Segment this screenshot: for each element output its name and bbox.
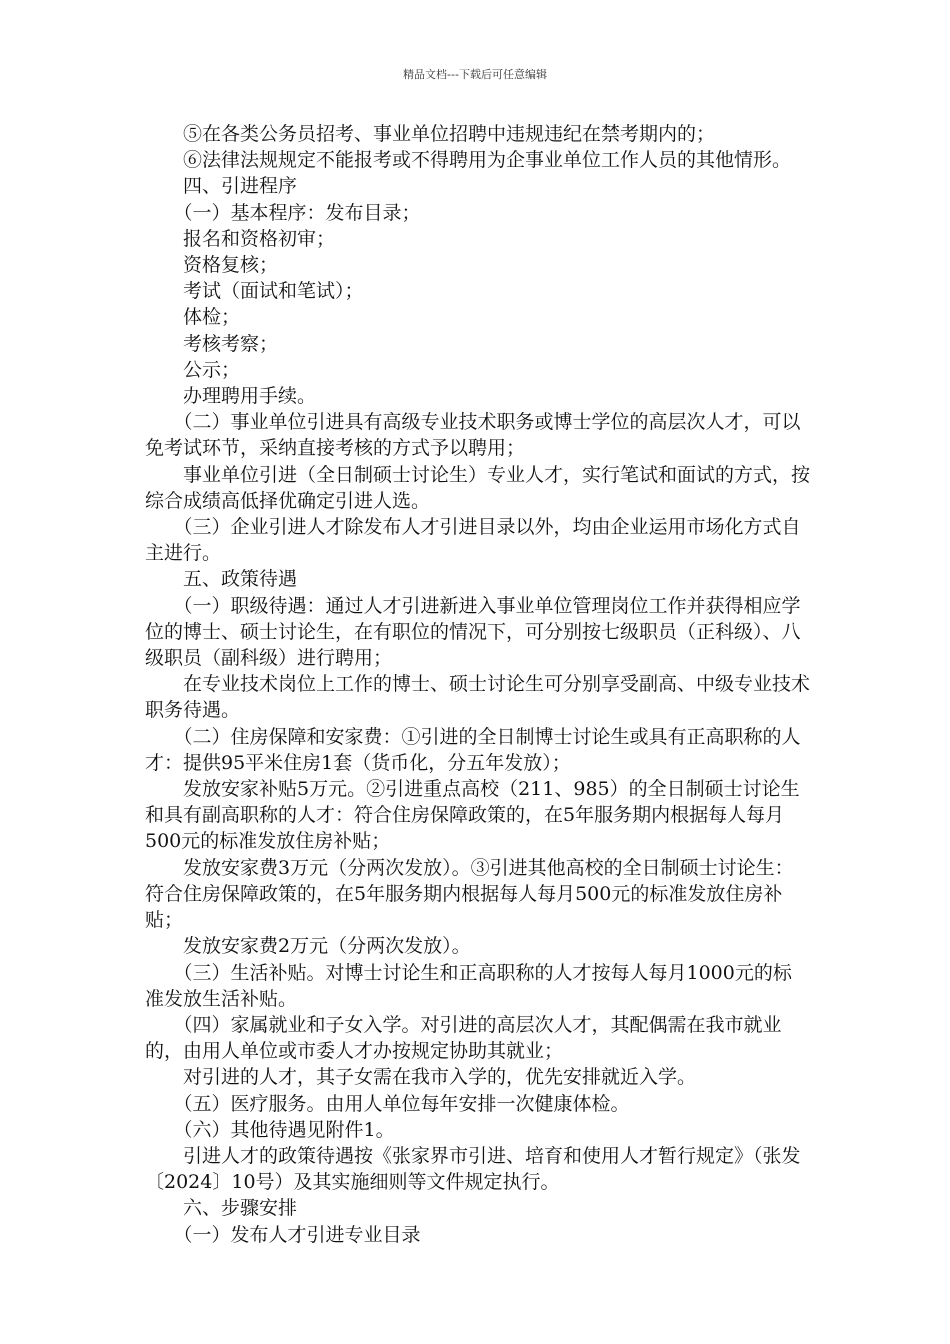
paragraph: 在专业技术岗位上工作的博士、硕士讨论生可分别享受副高、中级专业技术职务待遇。: [145, 673, 811, 722]
section-heading: 五、政策待遇: [145, 568, 298, 591]
paragraph: （一）基本程序：发布目录；: [145, 201, 421, 224]
paragraph: （五）医疗服务。由用人单位每年安排一次健康体检。: [145, 1092, 630, 1115]
paragraph: 发放安家补贴5万元。②引进重点高校（211、985）的全日制硕士讨论生和具有副高职称的人才：符合住房保障政策的，在5年服务期内根据每人每月500元的标准发放住房补贴；: [145, 778, 800, 853]
paragraph: 考核考察；: [145, 332, 279, 355]
paragraph: ⑤在各类公务员招考、事业单位招聘中违规违纪在禁考期内的；: [145, 123, 716, 145]
section-heading: 六、步骤安排: [145, 1197, 298, 1220]
document-body: [145, 121, 810, 1248]
paragraph: （四）家属就业和子女入学。对引进的高层次人才，其配偶需在我市就业的，由用人单位或市委人才办按规定协助其就业；: [145, 1013, 782, 1063]
paragraph: （六）其他待遇见附件1。: [145, 1118, 395, 1141]
paragraph: 事业单位引进（全日制硕士讨论生）专业人才，实行笔试和面试的方式，按综合成绩高低择优确定引进人选。: [145, 463, 811, 512]
paragraph: 对引进的人才，其子女需在我市入学的，优先安排就近入学。: [145, 1066, 697, 1089]
paragraph: ⑥法律法规规定不能报考或不得聘用为企事业单位工作人员的其他情形。: [145, 149, 792, 172]
paragraph: 资格复核；: [145, 254, 279, 277]
paragraph: 引进人才的政策待遇按《张家界市引进、培育和使用人才暂行规定》（张发〔2024〕10号）及其实施细则等文件规定执行。: [145, 1144, 801, 1194]
page-header: 精品文档---下载后可任意编辑: [403, 68, 547, 81]
paragraph: （三）生活补贴。对博士讨论生和正高职称的人才按每人每月1000元的标准发放生活补贴。: [145, 961, 792, 1010]
paragraph: （二）事业单位引进具有高级专业技术职务或博士学位的高层次人才，可以免考试环节，采纳直接考核的方式予以聘用；: [145, 411, 801, 460]
section-heading: 四、引进程序: [145, 175, 298, 198]
paragraph: （二）住房保障和安家费：①引进的全日制博士讨论生或具有正高职称的人才：提供95平米住房1套（货币化，分五年发放）；: [145, 725, 801, 774]
paragraph: 考试（面试和笔试）；: [145, 280, 364, 303]
paragraph: 报名和资格初审；: [145, 227, 336, 250]
paragraph: （三）企业引进人才除发布人才引进目录以外，均由企业运用市场化方式自主进行。: [145, 516, 801, 565]
paragraph: 办理聘用手续。: [145, 385, 317, 408]
paragraph: （一）发布人才引进专业目录: [145, 1223, 421, 1246]
paragraph: 发放安家费3万元（分两次发放）。③引进其他高校的全日制硕士讨论生：符合住房保障政策的，在5年服务期内根据每人每月500元的标准发放住房补贴；: [145, 856, 794, 932]
paragraph: 公示；: [145, 358, 241, 381]
paragraph: 发放安家费2万元（分两次发放）。: [145, 935, 471, 958]
paragraph: （一）职级待遇：通过人才引进新进入事业单位管理岗位工作并获得相应学位的博士、硕士讨论生，在有职位的情况下，可分别按七级职员（正科级）、八级职员（副科级）进行聘用；: [145, 594, 801, 670]
paragraph: 体检；: [145, 306, 241, 329]
